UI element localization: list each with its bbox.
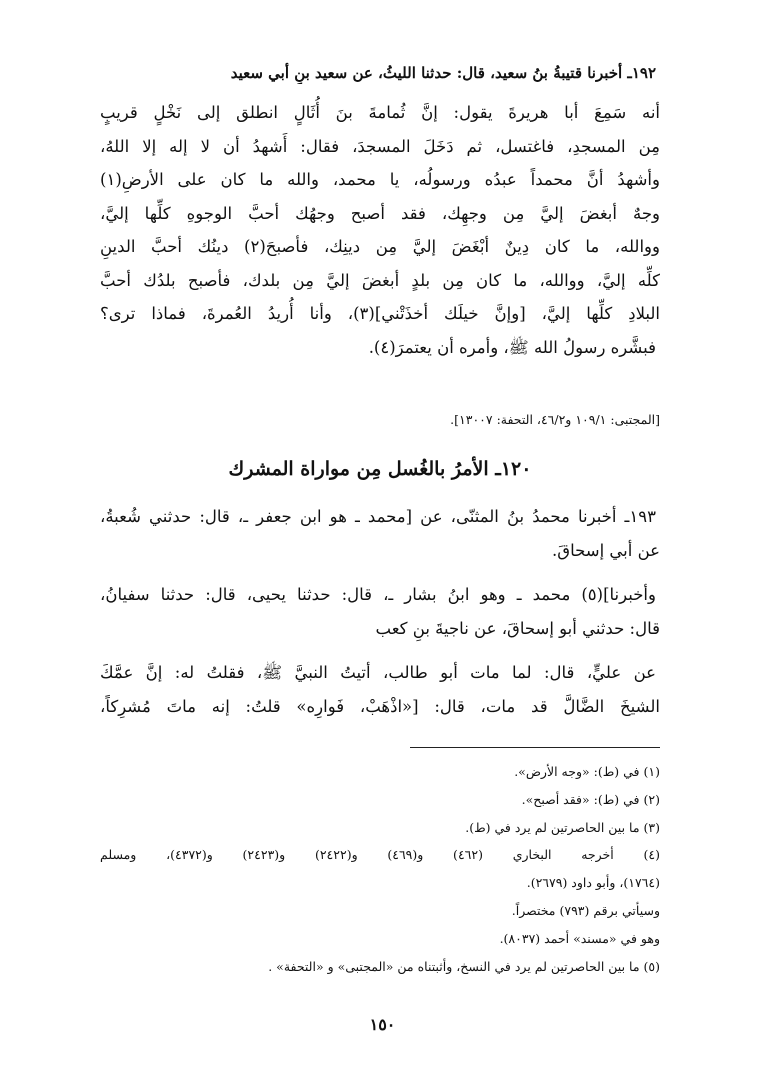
text-line: كلِّه إليَّ، ووالله، ما كان مِن بلدٍ أبغضَ إليَّ مِن بلدك، فأصبح بلدُك أحبَّ: [100, 270, 660, 290]
footnote: وهو في «مسند» أحمد (٨٠٣٧).: [499, 930, 660, 946]
text-line: ١٩٣ـ أخبرنا محمدُ بنُ المثنّى، عن [محمد ـ هو ابن جعفر ـ، قال: حدثني شُعبةُ،: [100, 507, 656, 526]
hadith-192-isnad: ١٩٢ـ أخبرنا قتيبةُ بنُ سعيد، قال: حدثنا الليثُ، عن سعيد بنِ أبي سعيد: [230, 64, 656, 82]
text-line: عن عليٍّ، قال: لما مات أبو طالب، أتيتُ النبيَّ ﷺ، فقلتُ له: إنَّ عمَّكَ: [100, 663, 656, 682]
footnote: (١) في (ط): «وجه الأرض».: [514, 764, 660, 779]
footnote: (١٧٦٤)، وأبو داود (٢٦٧٩).: [526, 875, 660, 891]
hadith-192: [100, 62, 660, 84]
text-line: فبشَّره رسولُ الله ﷺ، وأمره أن يعتمرَ(٤).: [368, 337, 656, 357]
text-line: قال: حدثني أبو إسحاقَ، عن ناجيةَ بنِ كعب: [375, 618, 660, 638]
footnote: وسيأتي برقم (٧٩٣) مختصراً.: [511, 902, 660, 918]
text-line: الشيخَ الضَّالَّ قد مات، قال: [«اذْهَبْ، فَوارِه» قلتُ: إنه ماتَ مُشرِكاً،: [100, 696, 660, 716]
chapter-title: ١٢٠ـ الأمرُ بالغُسل مِن مواراة المشرك: [228, 458, 532, 480]
text-line: أنه سَمِعَ أبا هريرةَ يقول: إنَّ ثُمامةَ بنَ أُثَالٍ انطلق إلى نَخْلٍ قريبٍ: [100, 103, 660, 122]
text-line: ووالله، ما كان دِينٌ أبْغَضَ إليَّ مِن دينِك، فأصبحَ(٢) دينُك أحبَّ الدينِ: [100, 237, 660, 256]
hadith-193-para3: [100, 656, 660, 723]
hadith-192-source: [100, 410, 660, 430]
text-line: مِن المسجدِ، فاغتسل، ثم دَخَلَ المسجدَ، فقال: أَشهدُ أن لا إله إلا اللهُ،: [100, 136, 660, 156]
footnote-separator: [410, 747, 660, 748]
text-line: وأخبرنا](٥) محمد ـ وهو ابنُ بشار ـ، قال: حدثنا يحيى، قال: حدثنا سفيانُ،: [100, 585, 656, 604]
footnotes: [100, 758, 660, 980]
text-line: البلادِ كلِّها إليَّ، [وإنَّ خيلَك أخذَتْني](٣)، وأنا أُريدُ العُمرةَ، فماذا ترى؟: [100, 304, 660, 323]
footnote: (٣) ما بين الحاصرتين لم يرد في (ط).: [465, 819, 660, 835]
footnote: (٤) أخرجه البخاري (٤٦٢) و(٤٦٩) و(٢٤٢٢) و(٢٤٢٣) و(٤٣٧٢)، ومسلم: [100, 847, 660, 863]
footnote: (٢) في (ط): «فقد أصبح».: [521, 791, 660, 807]
hadith-193-para2: [100, 578, 660, 645]
text-line: عن أبي إسحاقَ.: [552, 540, 660, 560]
hadith-192-matn: [100, 96, 660, 364]
source-reference: [المجتبى: ١٠٩/١ و٤٦/٢، التحفة: ١٣٠٠٧].: [450, 412, 660, 427]
text-line: وأشهدُ أنَّ محمداً عبدُه ورسولُه، يا محمد، والله ما كان على الأرضِ(١): [100, 170, 660, 189]
text-line: وجهٌ أبغضَ إليَّ مِن وجهِك، فقد أصبح وجهُك أحبَّ الوجوهِ كلِّها إليَّ،: [100, 203, 660, 223]
page-number: ١٥٠: [369, 1015, 396, 1034]
chapter-heading: [100, 454, 660, 484]
hadith-193-para1: [100, 500, 660, 567]
footnote: (٥) ما بين الحاصرتين لم يرد في النسخ، وأثبتناه من «المجتبى» و «التحفة» .: [268, 958, 660, 974]
